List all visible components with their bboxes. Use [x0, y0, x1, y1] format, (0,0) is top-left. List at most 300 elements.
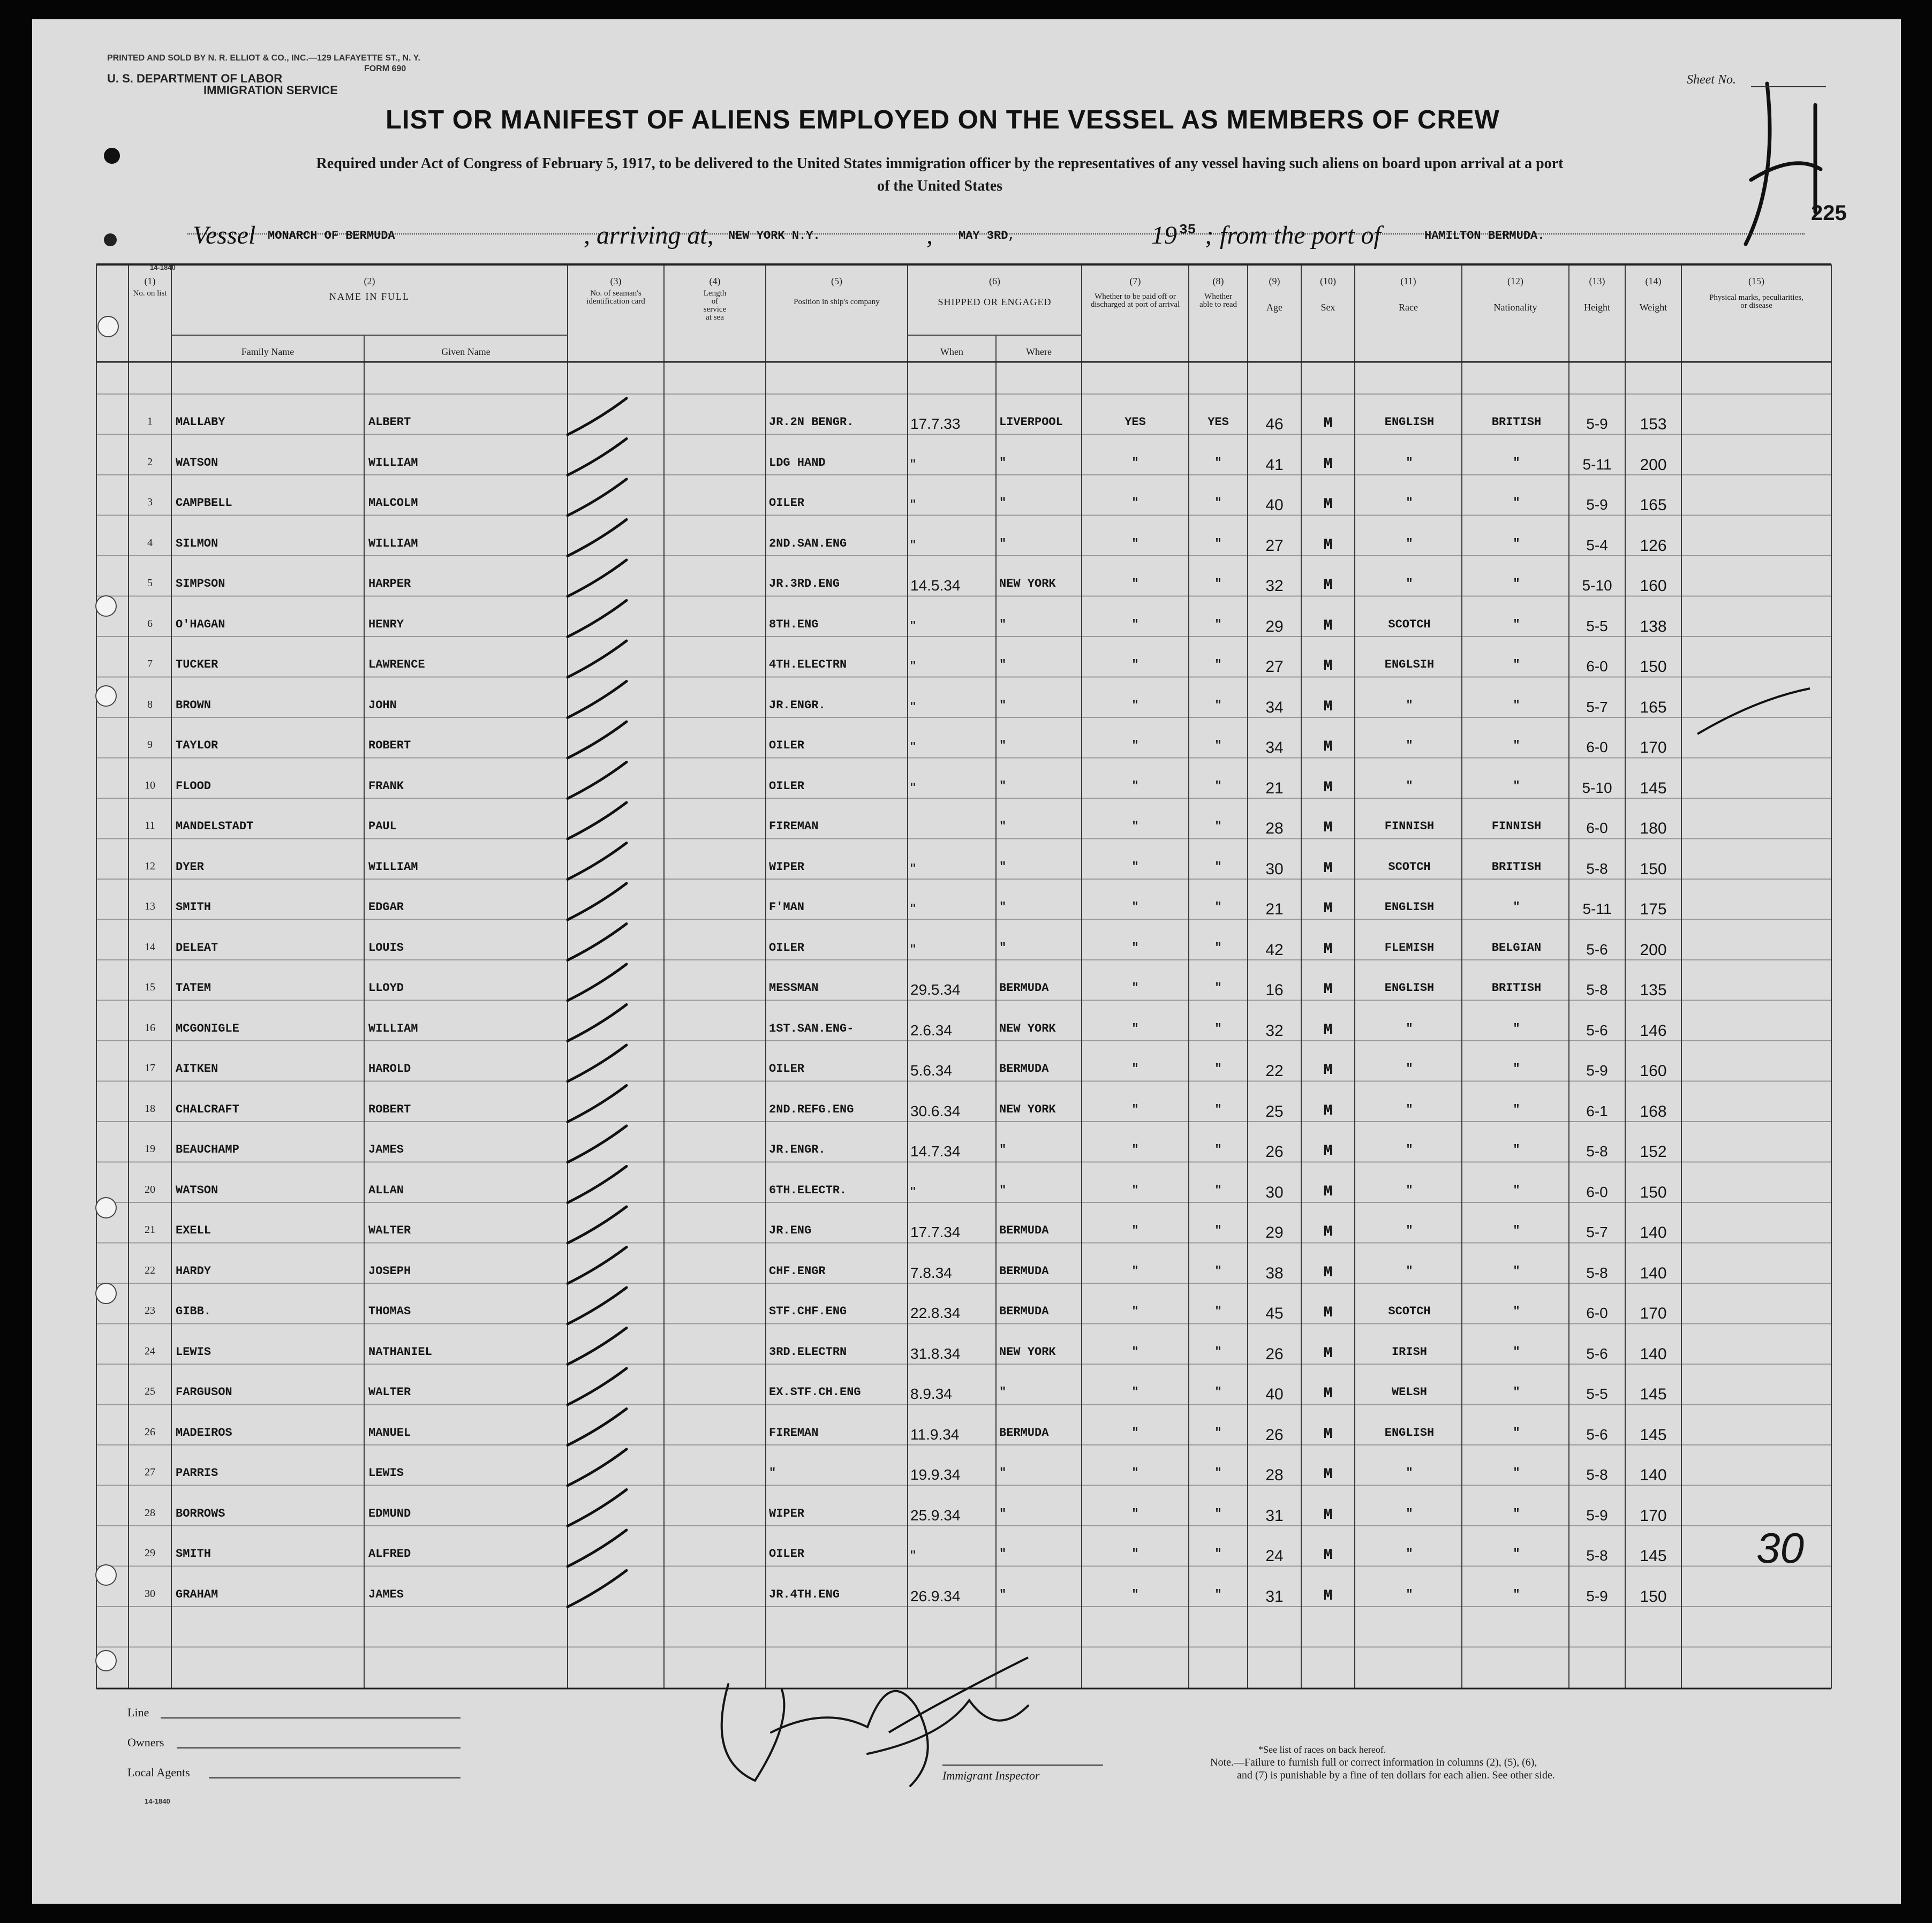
- cell-race: ": [1406, 1183, 1413, 1197]
- cell-sex: M: [1323, 617, 1333, 634]
- id-card-tick: [568, 722, 627, 758]
- cell-no: 17: [145, 1062, 155, 1074]
- vessel-label: Vessel: [193, 221, 256, 249]
- cell-position: OILER: [769, 1547, 805, 1561]
- cell-given: WILLIAM: [368, 1021, 418, 1035]
- cell-given: THOMAS: [368, 1305, 411, 1318]
- cell-where: ": [999, 536, 1007, 550]
- year-suffix: 35: [1179, 222, 1196, 238]
- cell-paid: ": [1131, 577, 1139, 590]
- cell-paid: ": [1131, 1264, 1139, 1278]
- manifest-sheet: PRINTED AND SOLD BY N. R. ELLIOT & CO., INC.—129 LAFAYETTE ST., N. Y. FORM 690 U. S. DEPARTMENT OF LABOR IMMIGRATION SERVICE 14-1840 Sheet No. LIST OR MANIFEST OF ALIENS EMPLOYED ON THE VESSEL AS MEMBERS OF CREW Required under Act of Congress of February 5, 1917, to be delivered to the United States immigration officer by the representatives of any vessel having such aliens on board upon arrival at a port of the United States 225 Vessel MONARCH OF BERMUDA , arriving at, NEW YORK N.Y. , MAY 3RD, 19 35 ; from the port of HAMILTON BERMUDA. (1) No. on list (2) NAME IN FULL Family Name Given Name (3) No. of seaman's identification card (4) Length of service at sea (5) Position in ship's company (6) SHIPPED OR ENGAGED When Where (7) Whether to be paid off or discharged at port of arrival (8) Whether able to read (9) Age (10) Sex (11) Race (12) Nationality (13) Height (14) Weight (15) Physical marks, peculiarities, or disease 1 MALLABY ALBERT JR.2N BENGR. 17.7.33 LIVERPOOL YES YES 46 M ENGLISH BRITISH 5-9 153 2 WATSON WILLIAM LDG HAND " " " " 41 M " " 5-11 200 3 CAMPBELL MALCOLM OILER " " " " 40 M " " 5-9 165 4 SILMON WILLIAM 2ND.SAN.ENG " " " " 27 M " " 5-4 126 5 SIMPSON HARPER JR.3RD.ENG 14.5.34 NEW YORK " " 32 M " " 5-10 160 6 O'HAGAN HENRY 8TH.ENG " " " " 29 M SCOTCH " 5-5 138 7 TUCKER LAWRENCE 4TH.ELECTRN " " " " 27 M ENGLSIH " 6-0 150 8 BROWN JOHN JR.ENGR. " " " " 34 M " " 5-7 165 9 TAYLOR ROBERT OILER " " " " 34 M " " 6-0 170 10 FLOOD FRANK OILER " " " " 21 M " " 5-10 145 11 MANDELSTADT PAUL FIREMAN " " " 28 M FINNISH FINNISH 6-0 180 12 DYER WILLIAM WIPER " " " " 30 M SCOTCH BRITISH 5-8 150 13 SMITH EDGAR F'MAN " " " " 21 M ENGLISH " 5-11 175 14 DELEAT LOUIS OILER " " " " 42 M FLEMISH BELGIAN 5-6 200 15 TATEM LLOYD MESSMAN 29.5.34 BERMUDA " " 16 M ENGLISH BRITISH 5-8 135 16 MCGONIGLE WILLIAM 1ST.SAN.ENG- 2.6.34 NEW YORK " " 32 M " " 5-6 146 17 AITKEN HAROLD OILER 5.6.34 BERMUDA " " 22 M " " 5-9 160 18 CHALCRAFT ROBERT 2ND.REFG.ENG 30.6.34 NEW YORK " " 25 M " " 6-1 168 19 BEAUCHAMP JAMES JR.ENGR. 14.7.34 " " " 26 M " " 5-8 152 20 WATSON ALLAN 6TH.ELECTR. " " " " 30 M " " 6-0 150 21 EXELL WALTER JR.ENG 17.7.34 BERMUDA " " 29 M " " 5-7 140 22 HARDY JOSEPH CHF.ENGR 7.8.34 BERMUDA " " 38 M " " 5-8 140 23 GIBB. THOMAS STF.CHF.ENG 22.8.34 BERMUDA " " 45 M SCOTCH " 6-0 170 24 LEWIS NATHANIEL 3RD.ELECTRN 31.8.34 NEW YORK " " 26 M IRISH " 5-6 140 25 FARGUSON WALTER EX.STF.CH.ENG 8.9.34 " " " 40 M WELSH " 5-5 145 26 MADEIROS MANUEL FIREMAN 11.9.34 BERMUDA " " 26 M ENGLISH " 5-6 145 27 PARRIS LEWIS " 19.9.34 " " " 28 M " " 5-8 140 28 BORROWS EDMUND WIPER 25.9.34 " " " 31 M " " 5-9 170 29 SMITH ALFRED OILER " " " " 24 M " " 5-8 145 30 GRAHAM JAMES JR.4TH.ENG 26.9.34 " " " 31 M " " 5-9 150 30 Line Owners Local Agents 14-1840 Immigrant Inspector *See list of races on back hereof. Note.—Failure to furnish full or correct information in columns (2), (5), (6), and (7) is punishable by a fine of ten dollars for each alien. See other side.: [32, 19, 1901, 1904]
- cell-sex: M: [1323, 496, 1333, 513]
- cell-position: FIREMAN: [769, 1426, 819, 1440]
- cell-where: BERMUDA: [999, 1062, 1049, 1076]
- cell-nationality: ": [1513, 1183, 1520, 1197]
- cell-no: 18: [145, 1102, 155, 1115]
- col12-label: Nationality: [1493, 302, 1537, 313]
- cell-when: ": [910, 900, 916, 917]
- cell-paid: ": [1131, 1143, 1139, 1156]
- cell-age: 38: [1265, 1264, 1284, 1282]
- cell-paid: ": [1131, 820, 1139, 833]
- cell-height: 5-10: [1582, 779, 1612, 796]
- cell-height: 6-0: [1586, 1305, 1608, 1321]
- col1-number: (1): [144, 276, 156, 286]
- cell-given: WALTER: [368, 1224, 411, 1237]
- cell-paid: ": [1131, 1547, 1139, 1561]
- cell-weight: 170: [1640, 739, 1667, 756]
- cell-no: 25: [145, 1386, 155, 1397]
- department-name: U. S. DEPARTMENT OF LABOR: [107, 72, 283, 85]
- margin-total: 30: [1756, 1524, 1804, 1572]
- col10-label: Sex: [1320, 302, 1335, 313]
- cell-height: 5-5: [1586, 617, 1608, 634]
- cell-sex: M: [1323, 820, 1333, 836]
- cell-age: 31: [1265, 1587, 1284, 1606]
- cell-no: 9: [147, 739, 153, 751]
- cell-height: 6-0: [1586, 820, 1608, 836]
- id-card-tick: [568, 1288, 627, 1324]
- fine-note-1: Note.—Failure to furnish full or correct information in columns (2), (5), (6),: [1210, 1757, 1537, 1768]
- cell-where: NEW YORK: [999, 1102, 1056, 1116]
- col15-label: Physical marks, peculiarities, or disease: [1709, 293, 1803, 310]
- cell-age: 24: [1265, 1547, 1284, 1565]
- cell-weight: 140: [1640, 1224, 1667, 1241]
- cell-nationality: ": [1513, 1021, 1520, 1035]
- cell-race: ENGLISH: [1384, 900, 1435, 914]
- cell-weight: 140: [1640, 1345, 1667, 1363]
- cell-given: LAWRENCE: [368, 658, 425, 671]
- cell-no: 13: [145, 900, 155, 912]
- cell-position: F'MAN: [769, 900, 805, 914]
- cell-family: MCGONIGLE: [176, 1021, 239, 1035]
- id-card-tick: [568, 1247, 627, 1284]
- cell-given: ROBERT: [368, 1102, 411, 1116]
- cell-position: 2ND.REFG.ENG: [769, 1102, 854, 1116]
- cell-sex: M: [1323, 1426, 1333, 1443]
- cell-height: 6-0: [1586, 1183, 1608, 1200]
- cell-given: WILLIAM: [368, 456, 418, 470]
- cell-paid: ": [1131, 900, 1139, 914]
- id-card-tick: [568, 682, 627, 718]
- cell-paid: YES: [1125, 415, 1146, 429]
- cell-position: EX.STF.CH.ENG: [769, 1386, 861, 1399]
- cell-nationality: BRITISH: [1491, 415, 1542, 429]
- cell-nationality: ": [1513, 1547, 1520, 1561]
- cell-age: 34: [1265, 739, 1284, 756]
- cell-nationality: ": [1513, 577, 1520, 590]
- col2-number: (2): [364, 276, 375, 286]
- cell-height: 5-9: [1586, 415, 1608, 432]
- cell-position: JR.2N BENGR.: [769, 415, 854, 429]
- cell-where: ": [999, 1386, 1007, 1399]
- id-card-tick: [568, 762, 627, 799]
- cell-read: ": [1214, 981, 1222, 995]
- id-card-tick: [568, 1126, 627, 1162]
- col9-number: (9): [1269, 276, 1280, 286]
- cell-race: SCOTCH: [1388, 1305, 1431, 1318]
- cell-read: ": [1214, 1264, 1222, 1278]
- cell-paid: ": [1131, 779, 1139, 793]
- id-card-tick: [568, 1409, 627, 1445]
- cell-when: 26.9.34: [910, 1587, 961, 1604]
- cell-read: ": [1214, 1183, 1222, 1197]
- cell-paid: ": [1131, 981, 1139, 995]
- page-title: LIST OR MANIFEST OF ALIENS EMPLOYED ON THE VESSEL AS MEMBERS OF CREW: [386, 105, 1500, 134]
- cell-age: 28: [1265, 820, 1284, 837]
- cell-nationality: BRITISH: [1491, 860, 1542, 874]
- cell-family: MADEIROS: [176, 1426, 232, 1440]
- cell-weight: 160: [1640, 577, 1667, 595]
- cell-read: ": [1214, 617, 1222, 631]
- cell-when: 29.5.34: [910, 981, 961, 998]
- cell-no: 11: [145, 820, 155, 831]
- cell-given: ALLAN: [368, 1183, 404, 1197]
- cell-sex: M: [1323, 1345, 1333, 1362]
- cell-weight: 175: [1640, 900, 1667, 918]
- cell-where: ": [999, 1587, 1007, 1601]
- cell-height: 6-0: [1586, 739, 1608, 755]
- cell-weight: 150: [1640, 658, 1667, 676]
- cell-when: ": [910, 1183, 916, 1200]
- cell-no: 10: [145, 779, 155, 791]
- cell-age: 40: [1265, 1386, 1284, 1403]
- cell-paid: ": [1131, 1305, 1139, 1318]
- cell-nationality: ": [1513, 779, 1520, 793]
- cell-weight: 150: [1640, 860, 1667, 878]
- cell-height: 5-9: [1586, 496, 1608, 513]
- cell-sex: M: [1323, 1102, 1333, 1119]
- cell-age: 21: [1265, 779, 1284, 797]
- cell-when: ": [910, 1547, 916, 1564]
- cell-height: 5-8: [1586, 981, 1608, 998]
- cell-read: ": [1214, 1305, 1222, 1318]
- cell-height: 5-7: [1586, 698, 1608, 715]
- cell-nationality: ": [1513, 698, 1520, 712]
- punch-mark: [104, 233, 117, 246]
- cell-paid: ": [1131, 860, 1139, 874]
- cell-where: BERMUDA: [999, 1224, 1049, 1237]
- cell-no: 1: [147, 415, 153, 427]
- cell-position: JR.4TH.ENG: [769, 1587, 840, 1601]
- cell-given: WILLIAM: [368, 860, 418, 874]
- cell-weight: 145: [1640, 1426, 1667, 1444]
- cell-given: EDMUND: [368, 1506, 411, 1520]
- cell-age: 40: [1265, 496, 1284, 514]
- cell-sex: M: [1323, 1506, 1333, 1524]
- col15-number: (15): [1748, 276, 1764, 286]
- form-code-top: 14-1840: [150, 263, 176, 271]
- cell-age: 29: [1265, 1224, 1284, 1241]
- cell-where: ": [999, 496, 1007, 510]
- owners-label: Owners: [127, 1736, 164, 1749]
- printer-line: PRINTED AND SOLD BY N. R. ELLIOT & CO., INC.—129 LAFAYETTE ST., N. Y.: [107, 54, 420, 63]
- cell-position: 3RD.ELECTRN: [769, 1345, 847, 1359]
- cell-position: OILER: [769, 1062, 805, 1076]
- col10-number: (10): [1320, 276, 1336, 286]
- cell-weight: 135: [1640, 981, 1667, 999]
- cell-family: MALLABY: [176, 415, 225, 429]
- id-card-tick: [568, 1571, 627, 1607]
- binder-hole: [95, 1197, 117, 1218]
- cell-paid: ": [1131, 617, 1139, 631]
- id-card-tick: [568, 964, 627, 1001]
- id-card-tick: [568, 1490, 627, 1526]
- service-name: IMMIGRATION SERVICE: [203, 84, 338, 97]
- id-card-tick: [568, 1530, 627, 1566]
- cell-no: 6: [147, 617, 153, 630]
- cell-nationality: ": [1513, 1466, 1520, 1480]
- cell-when: ": [910, 536, 916, 554]
- cell-no: 3: [147, 496, 153, 508]
- cell-sex: M: [1323, 658, 1333, 675]
- cell-race: ": [1406, 1021, 1413, 1035]
- cell-age: 31: [1265, 1506, 1284, 1525]
- cell-race: ENGLSIH: [1384, 658, 1435, 671]
- col5-number: (5): [831, 276, 842, 286]
- cell-sex: M: [1323, 1062, 1333, 1079]
- cell-read: ": [1214, 1547, 1222, 1561]
- cell-family: GIBB.: [176, 1305, 212, 1318]
- cell-race: ": [1406, 536, 1413, 550]
- cell-family: SMITH: [176, 1547, 212, 1561]
- cell-nationality: ": [1513, 1062, 1520, 1076]
- cell-given: NATHANIEL: [368, 1345, 432, 1359]
- cell-no: 4: [147, 536, 153, 549]
- col6-number: (6): [989, 276, 1000, 286]
- col8-number: (8): [1212, 276, 1224, 286]
- cell-given: JAMES: [368, 1587, 404, 1601]
- cell-race: ": [1406, 779, 1413, 793]
- cell-no: 12: [145, 860, 155, 872]
- cell-family: HARDY: [176, 1264, 212, 1278]
- cell-height: 5-5: [1586, 1386, 1608, 1402]
- cell-no: 24: [145, 1345, 155, 1357]
- cell-nationality: ": [1513, 1587, 1520, 1601]
- cell-no: 2: [147, 456, 153, 468]
- cell-age: 42: [1265, 941, 1284, 959]
- cell-when: ": [910, 698, 916, 715]
- cell-read: ": [1214, 820, 1222, 833]
- form-code-bottom: 14-1840: [145, 1797, 170, 1805]
- cell-weight: 200: [1640, 456, 1667, 474]
- col13-number: (13): [1589, 276, 1605, 286]
- cell-family: PARRIS: [176, 1466, 218, 1480]
- cell-position: STF.CHF.ENG: [769, 1305, 847, 1318]
- cell-no: 21: [145, 1224, 155, 1236]
- cell-when: 17.7.34: [910, 1224, 961, 1240]
- cell-sex: M: [1323, 536, 1333, 554]
- cell-sex: M: [1323, 415, 1333, 432]
- id-card-tick: [568, 1086, 627, 1122]
- cell-no: 20: [145, 1183, 155, 1195]
- sheet-number-field: [1751, 86, 1826, 87]
- cell-weight: 200: [1640, 941, 1667, 959]
- cell-nationality: ": [1513, 1224, 1520, 1237]
- cell-position: 4TH.ELECTRN: [769, 658, 847, 671]
- cell-family: WATSON: [176, 456, 218, 470]
- cell-weight: 170: [1640, 1506, 1667, 1525]
- cell-family: WATSON: [176, 1183, 218, 1197]
- cell-paid: ": [1131, 1021, 1139, 1035]
- cell-position: WIPER: [769, 860, 805, 874]
- cell-where: ": [999, 1547, 1007, 1561]
- cell-position: JR.ENG: [769, 1224, 812, 1237]
- cell-height: 5-10: [1582, 577, 1612, 594]
- cell-given: WILLIAM: [368, 536, 418, 550]
- cell-where: ": [999, 739, 1007, 752]
- cell-age: 28: [1265, 1466, 1284, 1484]
- cell-age: 30: [1265, 860, 1284, 878]
- id-card-tick: [568, 479, 627, 516]
- cell-nationality: ": [1513, 617, 1520, 631]
- cell-read: ": [1214, 1345, 1222, 1359]
- cell-age: 32: [1265, 577, 1284, 595]
- cell-no: 23: [145, 1305, 155, 1316]
- cell-position: 1ST.SAN.ENG-: [769, 1021, 854, 1035]
- cell-age: 45: [1265, 1305, 1284, 1322]
- cell-race: ": [1406, 1466, 1413, 1480]
- cell-sex: M: [1323, 1587, 1333, 1604]
- cell-race: ": [1406, 739, 1413, 752]
- col2-label: NAME IN FULL: [329, 291, 410, 302]
- col6a-label: When: [940, 346, 963, 357]
- cell-height: 5-8: [1586, 1264, 1608, 1281]
- cell-when: 11.9.34: [910, 1426, 960, 1443]
- cell-weight: 140: [1640, 1466, 1667, 1484]
- cell-sex: M: [1323, 779, 1333, 796]
- cell-weight: 145: [1640, 1386, 1667, 1403]
- cell-nationality: FINNISH: [1491, 820, 1542, 833]
- cell-when: ": [910, 739, 916, 755]
- cell-paid: ": [1131, 658, 1139, 671]
- cell-race: ": [1406, 1264, 1413, 1278]
- cell-position: OILER: [769, 779, 805, 793]
- cell-read: ": [1214, 1062, 1222, 1076]
- cell-family: SILMON: [176, 536, 218, 550]
- cell-given: JOSEPH: [368, 1264, 411, 1278]
- cell-height: 5-6: [1586, 1345, 1608, 1362]
- cell-read: ": [1214, 900, 1222, 914]
- cell-height: 5-8: [1586, 1547, 1608, 1564]
- cell-weight: 145: [1640, 1547, 1667, 1565]
- cell-height: 6-0: [1586, 658, 1608, 675]
- cell-when: ": [910, 860, 916, 877]
- cell-weight: 140: [1640, 1264, 1667, 1282]
- cell-race: ENGLISH: [1384, 1426, 1435, 1440]
- arrival-date: MAY 3RD,: [959, 229, 1015, 243]
- cell-sex: M: [1323, 860, 1333, 877]
- cell-read: ": [1214, 1587, 1222, 1601]
- cell-given: JAMES: [368, 1143, 404, 1156]
- cell-read: ": [1214, 779, 1222, 793]
- cell-nationality: ": [1513, 1426, 1520, 1440]
- id-card-tick: [568, 601, 627, 637]
- cell-read: ": [1214, 698, 1222, 712]
- cell-weight: 152: [1640, 1143, 1667, 1161]
- col12-number: (12): [1507, 276, 1523, 286]
- cell-given: JOHN: [368, 698, 397, 712]
- cell-when: ": [910, 496, 916, 513]
- form-number: FORM 690: [364, 64, 406, 73]
- cell-given: MANUEL: [368, 1426, 411, 1440]
- cell-weight: 170: [1640, 1305, 1667, 1322]
- cell-nationality: ": [1513, 1386, 1520, 1399]
- col14-number: (14): [1645, 276, 1662, 286]
- race-note: *See list of races on back hereof.: [1258, 1744, 1386, 1755]
- from-port: HAMILTON BERMUDA.: [1424, 229, 1545, 243]
- cell-family: CAMPBELL: [176, 496, 232, 510]
- cell-read: YES: [1208, 415, 1229, 429]
- cell-position: 6TH.ELECTR.: [769, 1183, 847, 1197]
- id-card-tick: [568, 1045, 627, 1081]
- cell-position: CHF.ENGR: [769, 1264, 826, 1278]
- cell-sex: M: [1323, 1386, 1333, 1402]
- cell-given: HENRY: [368, 617, 404, 631]
- cell-sex: M: [1323, 1224, 1333, 1240]
- cell-family: MANDELSTADT: [176, 820, 254, 833]
- cell-age: 26: [1265, 1426, 1284, 1444]
- cell-given: LOUIS: [368, 941, 404, 955]
- binder-hole: [95, 595, 117, 617]
- inspector-signature: [728, 1700, 966, 1740]
- id-card-tick: [568, 1005, 627, 1041]
- cell-race: ": [1406, 698, 1413, 712]
- cell-given: HAROLD: [368, 1062, 411, 1076]
- cell-family: O'HAGAN: [176, 617, 225, 631]
- cell-given: ALBERT: [368, 415, 411, 429]
- cell-nationality: ": [1513, 900, 1520, 914]
- cell-height: 5-9: [1586, 1506, 1608, 1524]
- cell-when: 14.7.34: [910, 1143, 961, 1160]
- cell-family: DYER: [176, 860, 204, 874]
- cell-sex: M: [1323, 900, 1333, 917]
- binder-hole: [95, 1564, 117, 1586]
- cell-height: 5-6: [1586, 1021, 1608, 1039]
- cell-height: 5-8: [1586, 1143, 1608, 1160]
- cell-nationality: ": [1513, 456, 1520, 470]
- cell-height: 5-9: [1586, 1587, 1608, 1604]
- cell-family: FARGUSON: [176, 1386, 232, 1399]
- cell-family: TATEM: [176, 981, 212, 995]
- cell-family: EXELL: [176, 1224, 212, 1237]
- cell-age: 27: [1265, 658, 1284, 676]
- col4-number: (4): [709, 276, 721, 286]
- line-label: Line: [127, 1706, 149, 1719]
- cell-position: 2ND.SAN.ENG: [769, 536, 847, 550]
- cell-age: 26: [1265, 1345, 1284, 1363]
- id-card-tick: [568, 439, 627, 475]
- fine-note-2: and (7) is punishable by a fine of ten dollars for each alien. See other side.: [1237, 1769, 1555, 1781]
- cell-read: ": [1214, 941, 1222, 955]
- cell-height: 6-1: [1586, 1102, 1608, 1119]
- binder-hole: [95, 1650, 117, 1671]
- id-card-tick: [568, 398, 627, 435]
- cell-race: ": [1406, 1102, 1413, 1116]
- cell-sex: M: [1323, 698, 1333, 715]
- cell-sex: M: [1323, 1466, 1333, 1483]
- cell-position: JR.ENGR.: [769, 698, 826, 712]
- cell-where: ": [999, 900, 1007, 914]
- cell-paid: ": [1131, 1587, 1139, 1601]
- binder-hole: [95, 685, 117, 707]
- cell-sex: M: [1323, 1547, 1333, 1564]
- cell-sex: M: [1323, 456, 1333, 473]
- cell-position: LDG HAND: [769, 456, 826, 470]
- cell-sex: M: [1323, 1143, 1333, 1160]
- page-subtitle-1: Required under Act of Congress of February 5, 1917, to be delivered to the United States immigration officer by the representatives of any vessel having such aliens on board upon arrival at a port: [316, 155, 1564, 172]
- id-card-tick: [568, 843, 627, 880]
